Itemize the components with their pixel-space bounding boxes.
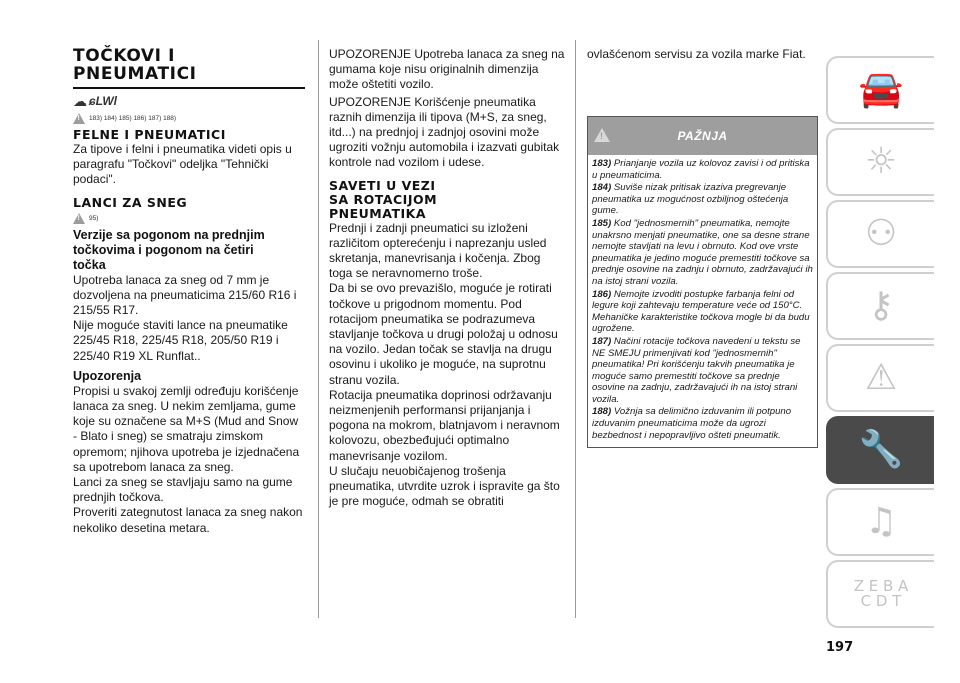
caution-note xyxy=(592,218,813,288)
paragraph: Rotacija pneumatika doprinosi održavanju neizmenjenih performansi prijanjanja i pogona na mokrom, blatnjavom i neravnom kolovozu, obezbeđujući optimalno manevrisanje vozilom. xyxy=(329,387,560,463)
car-info-icon: 🚘 xyxy=(858,69,904,110)
paragraph: Propisi u svakoj zemlji određuju korišćenje lanaca za sneg. U nekim zemljama, gume koje su označene sa M+S (Mud and Snow - Blato i sneg) se smatraju zimskom opremom; njihova upotreba je izjednačena sa upotrebom lanaca za sneg. xyxy=(73,383,300,474)
column-divider xyxy=(318,40,319,618)
column-divider xyxy=(575,40,576,618)
paragraph: Nije moguće staviti lance na pneumatike 225/45 R18, 225/45 R18, 205/50 R19 i 225/40 R19 XL Runflat.. xyxy=(73,318,288,363)
note-number: 187) xyxy=(592,335,612,347)
subheading-line: točka xyxy=(73,257,106,272)
warning-ref-text: 95) xyxy=(89,215,99,223)
alphabetical-index-icon: Z E B A C D T xyxy=(853,577,909,610)
section-heading-rotation xyxy=(329,179,565,221)
warning-references xyxy=(73,112,305,124)
tab-safety[interactable] xyxy=(826,200,934,268)
title-underline xyxy=(73,87,305,89)
heading-line: PNEUMATIKA xyxy=(329,205,426,221)
paragraph: Lanci za sneg se stavljaju samo na gume prednjih točkova. xyxy=(73,475,293,505)
tab-index[interactable] xyxy=(826,560,934,628)
heading-line: SAVETI U VEZI xyxy=(329,177,436,193)
section-heading-snow-chains: LANCI ZA SNEG xyxy=(73,194,188,210)
key-steering-icon: ⚷ xyxy=(867,285,895,326)
column-2 xyxy=(329,47,565,509)
paragraph: Upotreba lanaca za sneg od 7 mm je dozvoljena na pneumaticima 215/60 R16 i 215/55 R17. xyxy=(73,272,297,318)
note-number: 183) xyxy=(592,158,612,169)
note-number: 185) xyxy=(592,217,612,229)
paragraph: UPOZORENJE Korišćenje pneumatika raznih dimenzija ili tipova (M+S, za sneg, itd...) na prednjoj i zadnjoj osovini može ugroziti vožnju automobila i izazvati gubitak kontrole nad vozilom i udese. xyxy=(329,94,560,170)
paragraph: Proveriti zategnutost lanaca za sneg nakon nekoliko desetina metara. xyxy=(73,505,303,535)
warning-refs-text: 183) 184) 185) 186) 187) 188) xyxy=(89,114,177,122)
caution-note xyxy=(592,336,813,406)
note-number: 186) xyxy=(592,288,612,300)
tab-starting-driving[interactable] xyxy=(826,272,934,340)
warning-triangle-icon xyxy=(594,128,610,142)
tab-dashboard[interactable] xyxy=(826,128,934,196)
caution-header xyxy=(588,117,817,155)
logo-text: ɕLWl xyxy=(89,94,118,108)
note-number: 188) xyxy=(592,406,612,418)
tab-car-info[interactable] xyxy=(826,56,934,124)
car-maintenance-icon: 🔧 xyxy=(858,429,904,470)
warning-triangle-icon xyxy=(73,113,85,124)
caution-note xyxy=(592,182,813,217)
paragraph: ovlašćenom servisu za vozila marke Fiat. xyxy=(587,47,806,61)
subheading-warnings: Upozorenja xyxy=(73,368,142,383)
column-3 xyxy=(587,47,819,62)
section-heading-rims-tyres: FELNE I PNEUMATICI xyxy=(73,127,226,142)
seatbelt-safety-icon: ⚇ xyxy=(864,213,898,254)
caution-body xyxy=(588,155,817,447)
tab-maintenance[interactable] xyxy=(826,416,934,484)
cloud-icon: ☁ xyxy=(73,92,87,109)
warning-triangle-icon xyxy=(73,213,85,224)
tab-multimedia[interactable] xyxy=(826,488,934,556)
note-text: Kod "jednosmernih" pneumatika, nemojte unakrsno menjati pneumatike, one sa desne strane nemojte stavljati na levu i obrnuto. Kod ove vrste pneumatika je jedino moguće premestiti točkove sa prednje osovine na zadnju i obrnuto, zadržavajući ih na istoj strani vozila. xyxy=(592,217,813,287)
paragraph: Da bi se ovo prevazišlo, moguće je rotirati točkove u prigodnom momentu. Pod rotacijom pneumatika se podrazumeva stavljanje točkova u drugi položaj u odnosu na vozilo. Jedan točak se stavlja na drugu osovinu i ukoliko je moguće, na suprotnu stranu vozila. xyxy=(329,281,558,387)
caution-note xyxy=(592,406,813,441)
paragraph: U slučaju neuobičajenog trošenja pneumatika, utvrdite uzrok i ispravite ga što je pre moguće, odmah se obratiti xyxy=(329,463,560,509)
paragraph: Za tipove i felni i pneumatika videti opis u paragrafu "Točkovi" odeljka "Tehnički podaci". xyxy=(73,142,292,187)
note-text: Nemojte izvoditi postupke farbanja felni od legure koji zahtevaju temperature veće od 150°C. Mehaničke karakteristike točkova mogle bi da budu ugrožene. xyxy=(592,288,810,335)
subheading-line: točkovima i pogonom na četiri xyxy=(73,242,254,257)
heading-line: SA ROTACIJOM xyxy=(329,191,438,207)
note-text: Prianjanje vozila uz kolovoz zavisi i od pritiska u pneumaticima. xyxy=(592,158,810,181)
note-text: Suviše nizak pritisak izaziva pregrevanje pneumatika uz mogućnost ozbiljnog oštećenja gume. xyxy=(592,182,789,217)
main-title-line2: PNEUMATICI xyxy=(73,64,197,84)
paragraph: UPOZORENJE Upotreba lanaca za sneg na gumama koje nisu originalnih dimenzija može oštetiti vozilo. xyxy=(329,47,565,92)
note-text: Vožnja sa delimično izduvanim ili potpuno izduvanim pneumaticima može da ugrozi bezbednost i nepopravljivo ošteti pneumatik. xyxy=(592,406,792,441)
main-title-line1: TOČKOVI I xyxy=(73,46,176,66)
subheading-line: Verzije sa pogonom na prednjim xyxy=(73,227,265,242)
dashboard-light-icon: ☼ xyxy=(864,141,898,182)
caution-note xyxy=(592,289,813,335)
caution-box xyxy=(587,116,818,448)
note-number: 184) xyxy=(592,182,612,194)
warning-triangle-icon: ⚠ xyxy=(864,357,898,398)
snow-chain-warning-ref xyxy=(73,213,305,225)
paragraph: Prednji i zadnji pneumatici su izloženi različitom opterećenju i naprezanju usled skretanja, manevrisanja i kočenja. Zbog toga se neravnomerno troše. xyxy=(329,220,547,281)
column-1 xyxy=(73,47,305,536)
caution-title: PAŽNJA xyxy=(677,129,728,143)
tab-emergency[interactable] xyxy=(826,344,934,412)
caution-note xyxy=(592,158,813,181)
subheading-versions xyxy=(73,228,305,273)
page-number: 197 xyxy=(826,640,854,655)
note-text: Načini rotacije točkova navedeni u tekstu se NE SMEJU primenjivati kod "jednosmernih" pneumatika! Pri korišćenju takvih pneumatika je moguće samo premestiti točkove sa prednje osovine na zadnju, zadržavajući ih na istoj strani vozila. xyxy=(592,335,801,405)
multimedia-icon: ♫ xyxy=(864,501,898,542)
logo xyxy=(73,93,305,109)
